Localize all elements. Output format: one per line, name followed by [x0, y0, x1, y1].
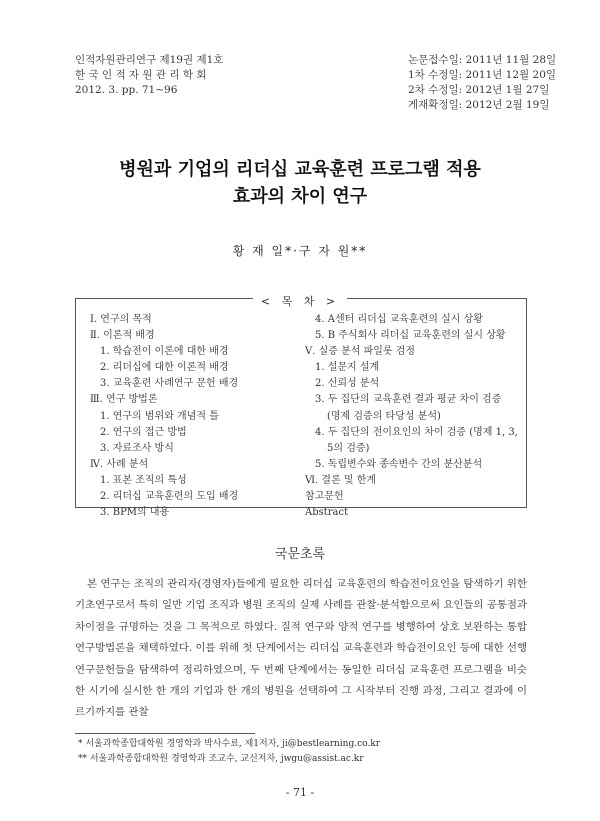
toc-item: 4. A센터 리더십 교육훈련의 실시 상황 — [315, 314, 483, 325]
toc-item: 1. 연구의 범위와 개념적 틀 — [100, 410, 219, 422]
footnote-corresponding-author: ** 서울과학종합대학원 경영학과 조교수, 교신저자, jwgu@assist.ac.kr — [78, 754, 364, 764]
journal-name: 인적자원관리연구 제19권 제1호 — [75, 54, 224, 66]
toc-item: Abstract — [305, 507, 349, 519]
date-accepted: 게재확정일: 2012년 2월 19일 — [408, 99, 550, 111]
date-revision-2: 2차 수정일: 2012년 1월 27일 — [408, 84, 550, 96]
toc-item: Ⅱ. 이론적 배경 — [90, 330, 155, 342]
toc-item: 5. 독립변수와 종속변수 간의 분산분석 — [315, 458, 483, 470]
footnote-first-author: * 서울과학종합대학원 경영학과 박사수료, 제1저자, ji@bestlearning.co.kr — [78, 739, 381, 749]
journal-society: 한 국 인 적 자 원 관 리 학 회 — [75, 69, 207, 81]
footnotes — [78, 737, 380, 767]
authors: 황 재 일*·구 자 원** — [232, 244, 368, 258]
toc-left-column — [90, 312, 238, 521]
journal-issue: 2012. 3. pp. 71~96 — [75, 84, 178, 96]
journal-info — [75, 53, 223, 98]
toc-heading-text: < 목 차 > — [253, 295, 347, 308]
toc-item: Ⅰ. 연구의 목적 — [90, 314, 152, 325]
toc-item: (명제 검증의 타당성 분석) — [327, 410, 441, 422]
date-received: 논문접수일: 2011년 11월 28일 — [408, 54, 557, 66]
toc-item: 2. 연구의 접근 방법 — [100, 426, 187, 438]
toc-heading — [0, 290, 600, 309]
toc-item: 2. 리더십 교육훈련의 도입 배경 — [100, 491, 239, 503]
abstract-body — [75, 574, 527, 724]
toc-item: 5의 검증) — [327, 442, 370, 454]
toc-item: Ⅳ. 사례 분석 — [90, 458, 149, 470]
page-number: - 71 - — [285, 786, 315, 799]
toc-right-column — [305, 312, 518, 521]
toc-item: 참고문헌 — [305, 491, 344, 503]
toc-item: 3. BPM의 내용 — [100, 507, 170, 519]
submission-dates — [408, 53, 556, 113]
toc-item: 1. 학습전이 이론에 대한 배경 — [100, 346, 229, 358]
date-revision-1: 1차 수정일: 2011년 12월 20일 — [408, 69, 557, 81]
toc-item: 2. 리더십에 대한 이론적 배경 — [100, 362, 229, 374]
toc-item: Ⅲ. 연구 방법론 — [90, 394, 158, 406]
toc-item: Ⅵ. 결론 및 한계 — [305, 474, 377, 486]
toc-item: Ⅴ. 실증 분석 파일롯 검정 — [305, 346, 416, 358]
toc-item: 2. 신뢰성 분석 — [315, 378, 380, 390]
toc-item: 5. B 주식회사 리더십 교육훈련의 실시 상황 — [315, 330, 506, 342]
toc-item: 1. 설문지 설계 — [315, 362, 380, 374]
title-line-1: 병원과 기업의 리더십 교육훈련 프로그램 적용 — [119, 159, 481, 180]
abstract-paragraph: 본 연구는 조직의 관리자(경영자)들에게 필요한 리더십 교육훈련의 학습전이요인을 탐색하기 위한 기초연구로서 특히 일반 기업 조직과 병원 조직의 실제 사례를 관찰·분석함으로써 요인들의 공통점과 차이점을 규명하는 것을 그 목적으로 하였다. 질적 연구와 양적 연구를 병행하여 상호 보완하는 통합연구방법론을 채택하였다. 이를 위해 첫 단계에서는 리더십 교육훈련과 학습전이요인 등에 대한 선행연구문헌들을 탐색하여 정리하였으며, 두 번째 단계에서는 동일한 리더십 교육훈련 프로그램을 비슷한 시기에 실시한 한 개의 기업과 한 개의 병원을 선택하여 그 시작부터 진행 과정, 그리고 결과에 이르기까지를 관찰 — [75, 578, 527, 719]
toc-item: 3. 자료조사 방식 — [100, 442, 174, 454]
section-title-korean-abstract: 국문초록 — [274, 547, 326, 562]
toc-item: 4. 두 집단의 전이요인의 차이 검증 (명제 1, 3, — [315, 426, 518, 438]
toc-item: 1. 표본 조직의 특성 — [100, 474, 187, 486]
toc-item: 3. 교육훈련 사례연구 문헌 배경 — [100, 378, 239, 390]
toc-item: 3. 두 집단의 교육훈련 결과 평균 차이 검증 — [315, 394, 502, 406]
paper-title — [0, 156, 600, 210]
footnote-divider — [75, 733, 255, 734]
title-line-2: 효과의 차이 연구 — [232, 186, 368, 207]
